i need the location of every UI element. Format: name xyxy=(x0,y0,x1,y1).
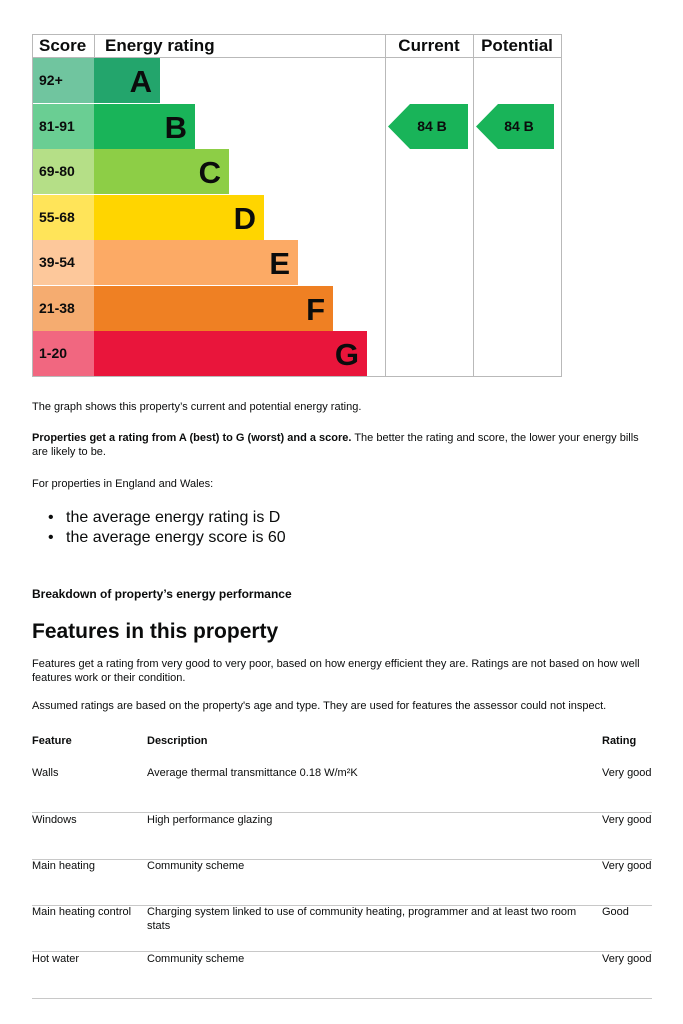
band-bar-d: D xyxy=(94,195,264,240)
england-wales-note: For properties in England and Wales: xyxy=(32,478,214,490)
band-score-b: 81-91 xyxy=(33,104,94,149)
feature-cell: Main heating control xyxy=(32,906,132,918)
description-cell: Average thermal transmittance 0.18 W/m²K xyxy=(147,767,358,779)
feature-cell: Walls xyxy=(32,767,59,779)
band-score-f: 21-38 xyxy=(33,286,94,331)
band-score-g: 1-20 xyxy=(33,331,94,376)
rating-intro-bold: Properties get a rating from A (best) to G (worst) and a score. xyxy=(32,432,352,444)
rating-cell: Very good xyxy=(602,767,652,779)
feature-cell: Main heating xyxy=(32,860,95,872)
description-cell: High performance glazing xyxy=(147,814,273,826)
band-score-e: 39-54 xyxy=(33,240,94,285)
feature-cell: Windows xyxy=(32,814,77,826)
current-rating-label: 84 B xyxy=(417,118,447,134)
header-potential: Potential xyxy=(481,36,553,55)
band-bar-b: B xyxy=(94,104,195,149)
chart-bottom-border xyxy=(32,376,562,377)
list-item: • the average energy score is 60 xyxy=(48,528,286,548)
table-row xyxy=(32,813,652,860)
description-cell: Community scheme xyxy=(147,860,245,872)
potential-rating-label: 84 B xyxy=(504,118,534,134)
chart-current-divider xyxy=(385,34,386,377)
list-item: • the average energy rating is D xyxy=(48,508,286,528)
features-intro: Features get a rating from very good to very poor, based on how energy efficient they are. Ratings are not based on how well features work or their condition. xyxy=(32,658,640,684)
band-bar-f: F xyxy=(94,286,333,331)
table-row xyxy=(32,952,652,999)
band-bar-c: C xyxy=(94,149,229,194)
chart-right-border xyxy=(561,34,562,377)
feature-cell: Hot water xyxy=(32,953,80,965)
potential-rating-arrow xyxy=(476,104,554,149)
description-cell: Charging system linked to use of community heating, programmer and at least two room stats xyxy=(147,906,577,932)
features-heading: Features in this property xyxy=(32,620,279,643)
assumed-ratings-note: Assumed ratings are based on the property's age and type. They are used for features the assessor could not inspect. xyxy=(32,700,607,712)
graph-note: The graph shows this property’s current and potential energy rating. xyxy=(32,401,362,413)
average-list xyxy=(48,508,286,548)
column-header-feature: Feature xyxy=(32,735,72,747)
band-score-c: 69-80 xyxy=(33,149,94,194)
column-header-rating: Rating xyxy=(602,735,637,747)
rating-cell: Good xyxy=(602,906,629,918)
header-energy-rating: Energy rating xyxy=(105,36,215,55)
header-current: Current xyxy=(398,36,460,55)
current-rating-arrow xyxy=(388,104,468,149)
description-cell: Community scheme xyxy=(147,953,245,965)
chart-score-divider xyxy=(94,34,95,58)
table-row xyxy=(32,905,652,952)
rating-cell: Very good xyxy=(602,814,652,826)
band-bar-a: A xyxy=(94,58,160,103)
chart-potential-divider xyxy=(473,34,474,377)
band-score-a: 92+ xyxy=(33,58,94,103)
rating-intro xyxy=(32,431,654,459)
band-score-d: 55-68 xyxy=(33,195,94,240)
breakdown-heading: Breakdown of property’s energy performance xyxy=(32,587,292,601)
band-bar-g: G xyxy=(94,331,367,376)
table-row xyxy=(32,859,652,906)
table-row xyxy=(32,766,652,813)
energy-rating-chart xyxy=(32,34,562,377)
rating-cell: Very good xyxy=(602,953,652,965)
rating-cell: Very good xyxy=(602,860,652,872)
column-header-description: Description xyxy=(147,735,208,747)
band-bar-e: E xyxy=(94,240,298,285)
rating-intro-rest: The better the rating and score, the lower your energy bills are likely to be. xyxy=(32,432,639,458)
header-score: Score xyxy=(39,36,87,55)
